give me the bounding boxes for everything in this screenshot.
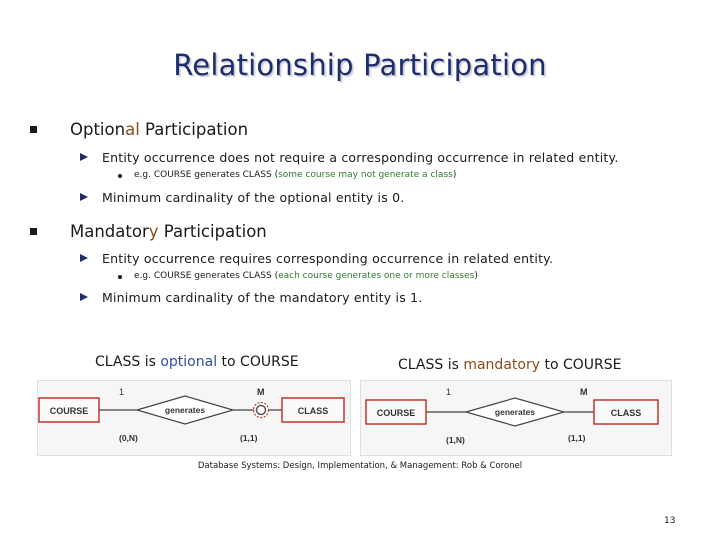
er-diagram-mandatory [360,380,672,456]
cardinality-label: M [580,387,588,397]
dot-bullet-icon [118,275,122,279]
entity-label: COURSE [49,406,89,416]
caption-optional: CLASS is optional to COURSE [95,354,299,370]
optional-circle-icon [257,406,266,415]
bullet-label: Optional Participation [70,120,249,139]
example-text: e.g. COURSE generates CLASS (each course generates one or more classes) [134,271,478,281]
cardinality-range: (1,1) [568,433,586,443]
source-citation: Database Systems: Design, Implementation, & Management: Rob & Coronel [197,461,523,471]
sub-bullet-text: Minimum cardinality of the mandatory entity is 1. [102,290,423,305]
cardinality-range: (1,1) [240,433,258,443]
cardinality-label: 1 [446,387,452,397]
square-bullet-icon [30,228,37,235]
caption-mandatory: CLASS is mandatory to COURSE [398,357,622,373]
cardinality-range: (0,N) [119,433,138,443]
entity-label: CLASS [297,406,329,416]
bullet-label: Mandatory Participation [70,222,267,241]
relationship-label: generates [494,407,536,417]
sub-bullet-text: Entity occurrence does not require a corresponding occurrence in related entity. [102,150,619,165]
slide-title: Relationship Participation [173,48,547,82]
relationship-label: generates [164,405,206,415]
er-diagram-optional-svg [37,380,351,456]
triangle-bullet-icon [80,193,88,201]
er-diagram-mandatory-svg [360,380,672,456]
cardinality-range: (1,N) [446,435,465,445]
cardinality-label: M [257,387,265,397]
sub-bullet-text: Minimum cardinality of the optional entity is 0. [102,190,405,205]
sub-bullet-text: Entity occurrence requires corresponding occurrence in related entity. [102,251,554,266]
page-number: 13 [664,516,676,526]
triangle-bullet-icon [80,254,88,262]
square-bullet-icon [30,126,37,133]
example-text: e.g. COURSE generates CLASS (some course may not generate a class) [134,170,457,180]
cardinality-label: 1 [119,387,125,397]
dot-bullet-icon [118,174,122,178]
triangle-bullet-icon [80,293,88,301]
er-diagram-optional [37,380,351,456]
entity-label: CLASS [610,408,642,418]
entity-label: COURSE [376,408,416,418]
triangle-bullet-icon [80,153,88,161]
